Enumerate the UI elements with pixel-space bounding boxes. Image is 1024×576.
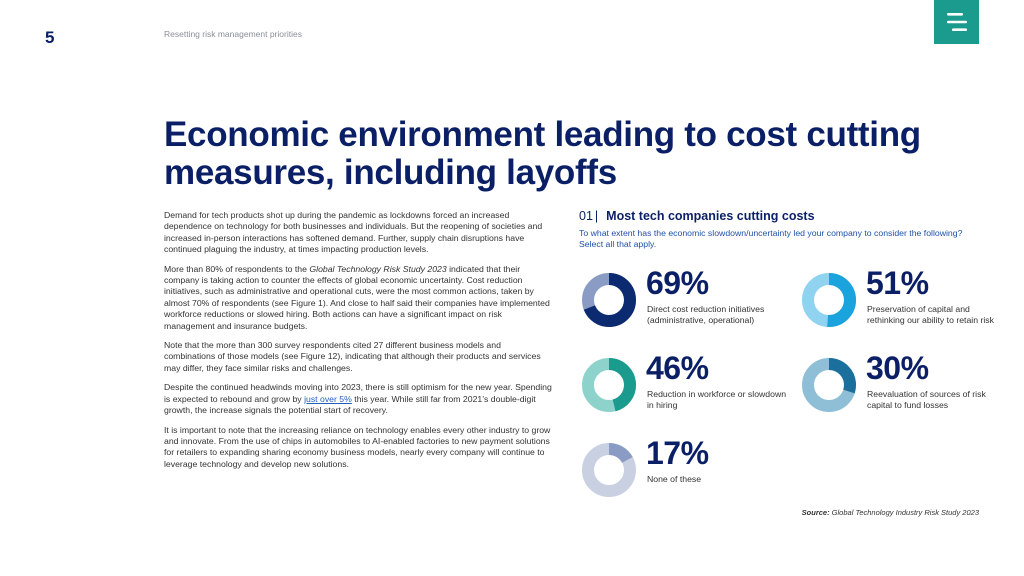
body-text — [164, 210, 554, 478]
stat-percent: 17% — [646, 435, 709, 471]
figure-question: To what extent has the economic slowdown/uncertainty led your company to consider the following? Select all that apply. — [579, 228, 963, 250]
stat-percent: 46% — [646, 350, 709, 386]
stat-percent: 69% — [646, 265, 709, 301]
spending-link[interactable]: just over 5% — [304, 393, 352, 404]
stat-label: Reduction in workforce or slowdown in hiring — [647, 389, 787, 411]
figure-number: 01 — [579, 209, 593, 223]
paragraph-2: More than 80% of respondents to the Global Technology Risk Study 2023 indicated that their company is taking action to counter the effects of global economic uncertainty. Cost reduction initiatives, such as administrative and operational cuts, were the most common actions, taken by almost 70% of respondents (see Figure 1). And close to half said their companies have implemented workforce reductions or slowed hiring. Both actions can have a significant impact on risk management and insurance budgets. — [164, 263, 550, 331]
stat-percent: 51% — [866, 265, 929, 301]
figure-header — [579, 209, 979, 251]
stat-label: Direct cost reduction initiatives (administrative, operational) — [647, 304, 765, 326]
donut-chart — [802, 358, 856, 412]
figure-title: Most tech companies cutting costs — [606, 209, 815, 223]
donut-chart — [802, 273, 856, 327]
paragraph-5: It is important to note that the increasing reliance on technology enables every other industry to grow and innovate. From the use of chips in automobiles to AI-enabled factories to new payment solutions for retailers to expanding sharing economy business models, nearly every company will continue to leverage technology and develop new solutions. — [164, 424, 551, 469]
figure-separator: | — [594, 209, 599, 223]
stat-label: Preservation of capital and rethinking our ability to retain risk — [867, 304, 994, 326]
donut-chart — [582, 443, 636, 497]
donut-chart — [582, 358, 636, 412]
stat-label: Reevaluation of sources of risk capital to fund losses — [867, 389, 986, 411]
stat-percent: 30% — [866, 350, 929, 386]
page-number: 5 — [45, 28, 55, 47]
source-note: Source: Global Technology Industry Risk Study 2023 — [801, 508, 979, 517]
menu-button[interactable] — [934, 0, 979, 44]
page-title: Economic environment leading to cost cutting measures, including layoffs — [164, 115, 921, 192]
stat-label: None of these — [647, 474, 702, 484]
donut-chart — [582, 273, 636, 327]
paragraph-3: Note that the more than 300 survey respondents cited 27 different business models and combinations of those models (see Figure 12), indicating that although their products and services may differ, they face similar risks and challenges. — [164, 340, 541, 373]
hamburger-menu-icon — [945, 11, 969, 33]
running-head: Resetting risk management priorities — [164, 29, 302, 39]
paragraph-1: Demand for tech products shot up during the pandemic as lockdowns forced an increased dependence on technology for both businesses and individuals. But the reopening of societies and increased in-person interactions has softened demand. Further, supply chain disruptions have continued plaguing the industry, at times impacting production levels. — [164, 210, 543, 255]
paragraph-4: Despite the continued headwinds moving into 2023, there is still optimism for the new year. Spending is expected to rebound and grow by just over 5% this year. While still far from 2021’s double-digit growth, the increase signals the potential start of recovery. — [164, 382, 552, 416]
